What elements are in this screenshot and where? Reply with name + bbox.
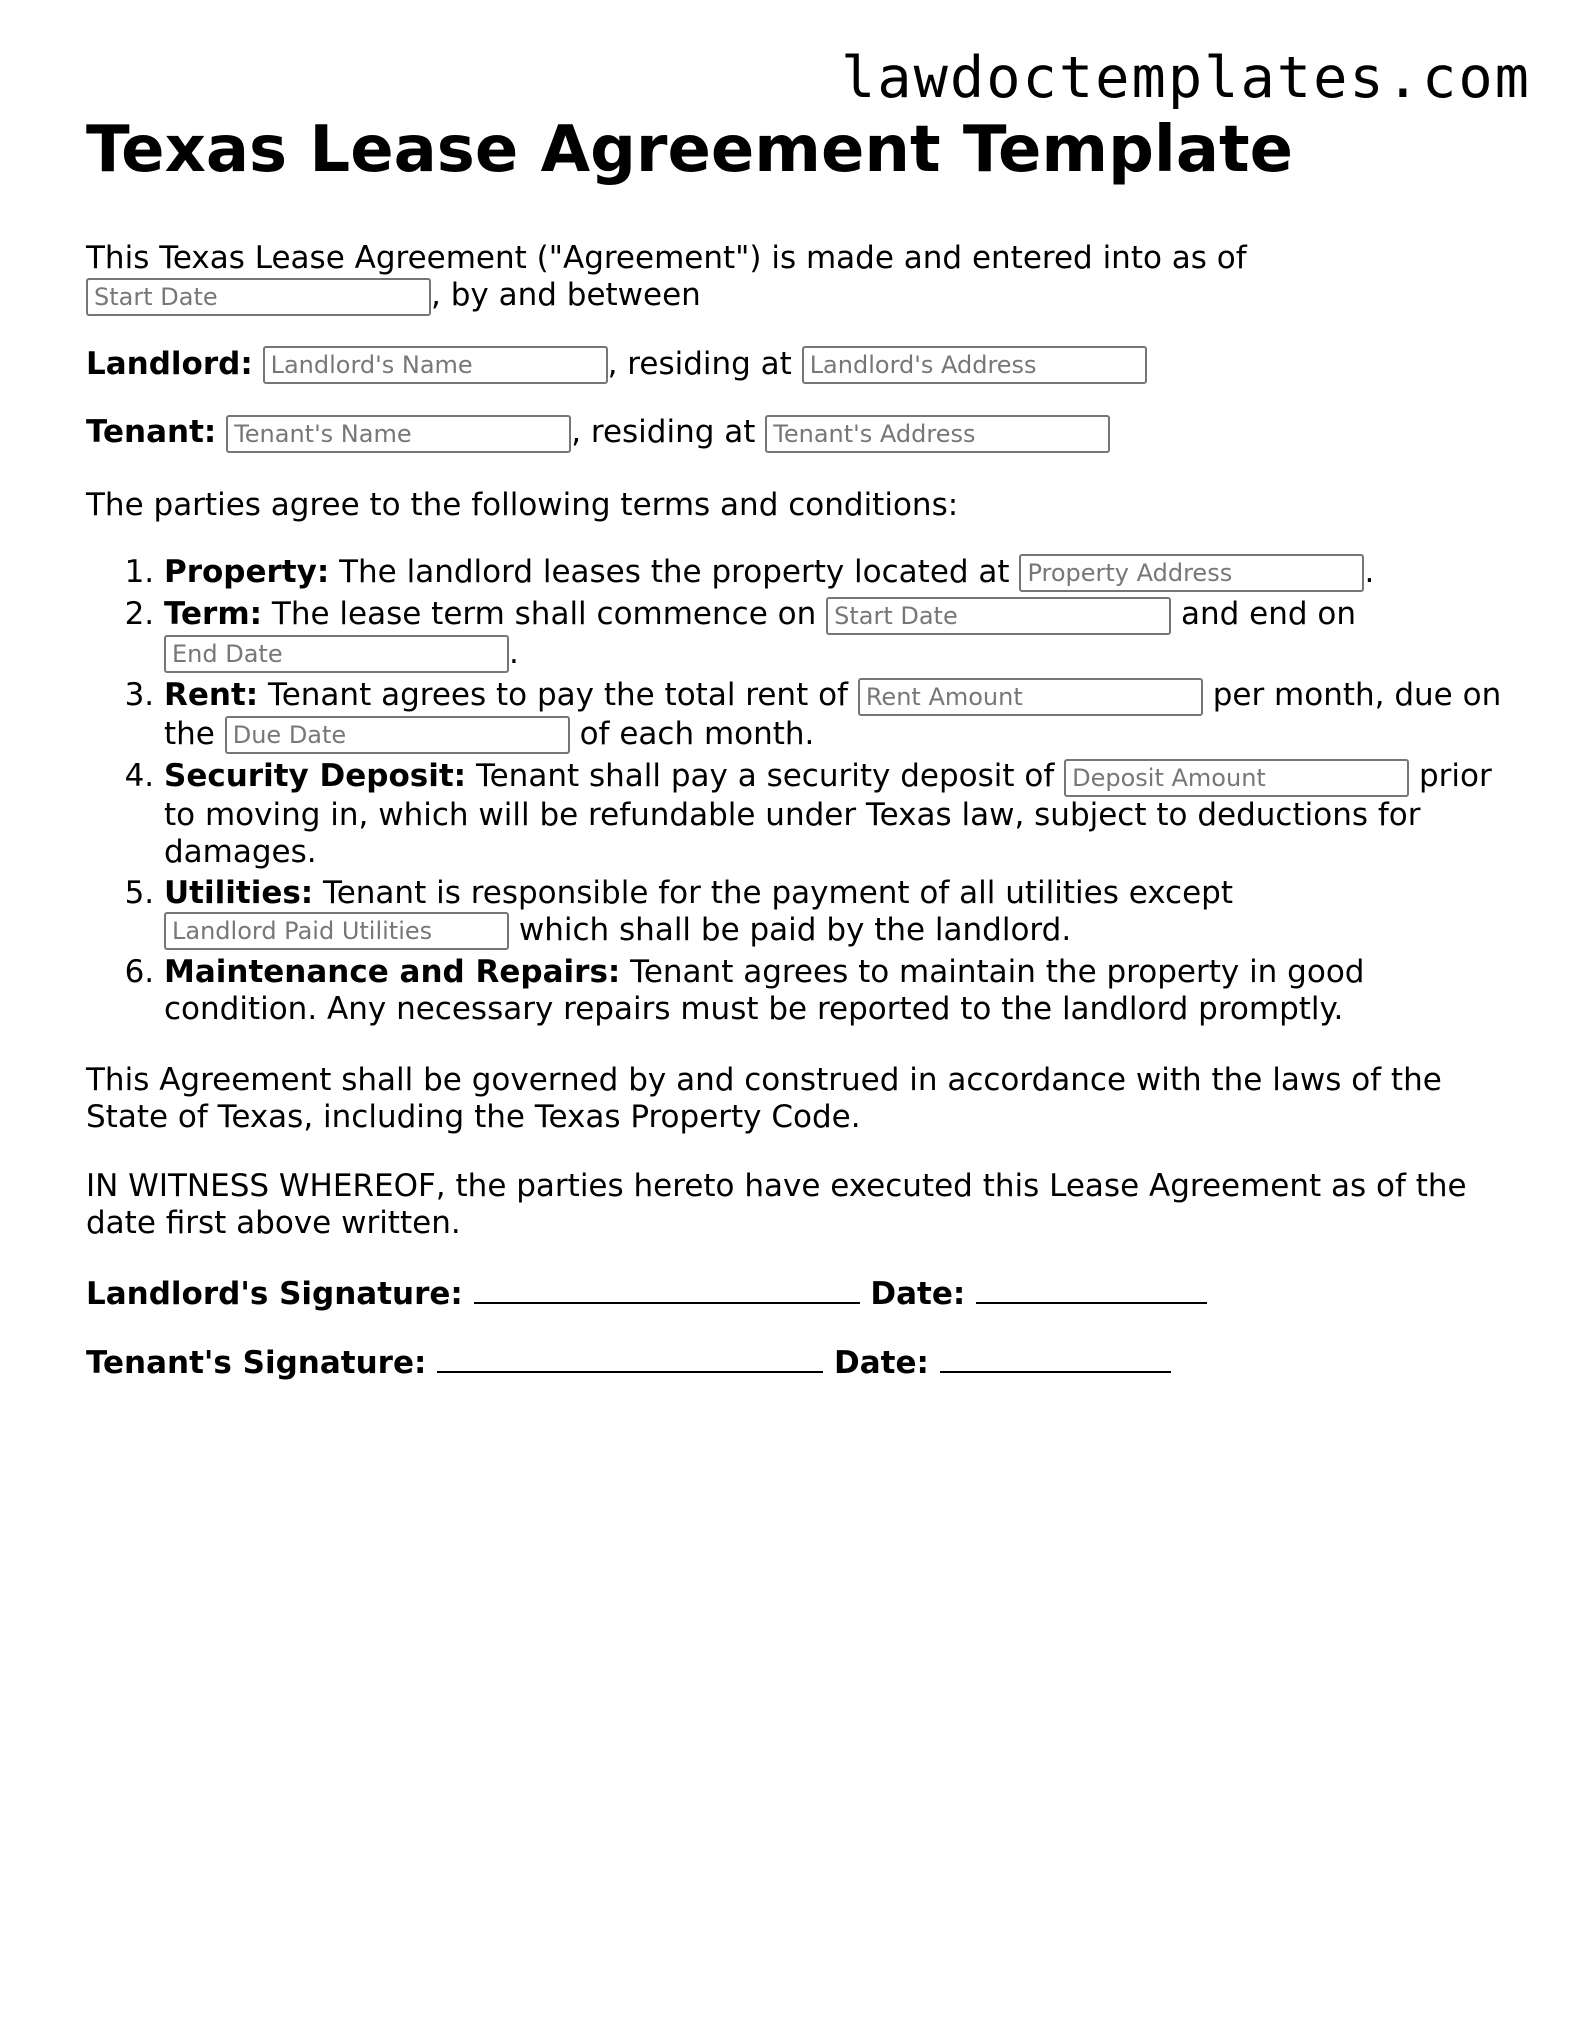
- rent-amount-input[interactable]: [858, 678, 1203, 716]
- tenant-signature-label: Tenant's Signature:: [86, 1345, 427, 1381]
- rent-due-date-input[interactable]: [225, 716, 570, 754]
- lease-end-date-input[interactable]: [164, 635, 509, 673]
- terms-intro: The parties agree to the following terms and conditions:: [86, 486, 959, 523]
- intro-suffix: , by and between: [431, 277, 701, 313]
- term-utilities-end: which shall be paid by the landlord.: [518, 911, 1072, 948]
- term-lease-term-end: .: [509, 634, 519, 671]
- agreement-start-date-input[interactable]: [86, 278, 431, 316]
- term-rent-text: Tenant agrees to pay the total rent of: [268, 677, 848, 713]
- landlord-line: [86, 346, 1506, 385]
- terms-list: [86, 554, 1506, 1029]
- landlord-date-blank[interactable]: [976, 1274, 1207, 1304]
- term-property-end: .: [1364, 553, 1375, 590]
- landlord-signature-blank[interactable]: [474, 1274, 860, 1304]
- term-rent-label: Rent:: [164, 677, 259, 713]
- tenant-name-input[interactable]: [226, 415, 571, 453]
- term-lease-term: [164, 596, 1506, 673]
- witness-paragraph: IN WITNESS WHEREOF, the parties hereto have executed this Lease Agreement as of the date first above written.: [86, 1168, 1467, 1241]
- term-maintenance: [164, 954, 1506, 1028]
- term-rent-end: of each month.: [579, 715, 815, 752]
- landlord-signature-label: Landlord's Signature:: [86, 1276, 463, 1312]
- term-utilities-label: Utilities:: [164, 874, 314, 911]
- landlord-signature-line: [86, 1274, 1506, 1313]
- term-deposit-text: Tenant shall pay a security deposit of: [475, 758, 1055, 794]
- term-rent-middle: per month, due on the: [164, 677, 1502, 752]
- term-maintenance-label: Maintenance and Repairs:: [164, 954, 621, 990]
- term-utilities-text: Tenant is responsible for the payment of all utilities except: [323, 874, 1233, 911]
- tenant-label: Tenant:: [86, 414, 217, 450]
- term-property-label: Property:: [164, 553, 330, 590]
- landlord-residing-text: , residing at: [607, 345, 792, 382]
- term-property-text: The landlord leases the property located at: [339, 553, 1010, 590]
- term-deposit-end: prior to moving in, which will be refundable under Texas law, subject to deductions for damages.: [164, 758, 1492, 870]
- tenant-line: [86, 414, 1506, 453]
- term-lease-term-label: Term:: [164, 596, 263, 632]
- site-watermark: lawdoctemplates.com: [840, 45, 1531, 111]
- landlord-address-input[interactable]: [802, 346, 1147, 384]
- landlord-label: Landlord:: [86, 345, 253, 382]
- governing-law-paragraph: This Agreement shall be governed by and construed in accordance with the laws of the State of Texas, including the Texas Property Code.: [86, 1062, 1442, 1135]
- tenant-address-input[interactable]: [765, 415, 1110, 453]
- landlord-date-label: Date:: [870, 1276, 966, 1312]
- term-utilities: [164, 875, 1506, 951]
- deposit-amount-input[interactable]: [1064, 759, 1409, 797]
- tenant-signature-line: [86, 1343, 1506, 1382]
- tenant-date-blank[interactable]: [940, 1343, 1171, 1373]
- tenant-signature-blank[interactable]: [437, 1343, 823, 1373]
- term-security-deposit: [164, 758, 1506, 871]
- tenant-residing-text: , residing at: [571, 414, 756, 450]
- term-deposit-label: Security Deposit:: [164, 758, 467, 794]
- lease-start-date-input[interactable]: [826, 597, 1171, 635]
- term-maintenance-text: Tenant agrees to maintain the property in good condition. Any necessary repairs must be reported to the landlord promptly.: [164, 954, 1365, 1027]
- term-lease-term-middle: and end on: [1180, 596, 1357, 632]
- intro-text: This Texas Lease Agreement ("Agreement") is made and entered into as of: [86, 240, 1247, 276]
- landlord-paid-utilities-input[interactable]: [164, 912, 509, 950]
- term-rent: [164, 677, 1506, 754]
- term-property: [164, 554, 1506, 593]
- tenant-date-label: Date:: [834, 1345, 929, 1381]
- landlord-name-input[interactable]: [263, 346, 608, 384]
- page-title: Texas Lease Agreement Template: [86, 113, 1293, 187]
- property-address-input[interactable]: [1019, 554, 1364, 592]
- term-lease-term-text: The lease term shall commence on: [271, 596, 817, 632]
- intro-paragraph: [86, 240, 1506, 316]
- lease-document: [86, 112, 1506, 1382]
